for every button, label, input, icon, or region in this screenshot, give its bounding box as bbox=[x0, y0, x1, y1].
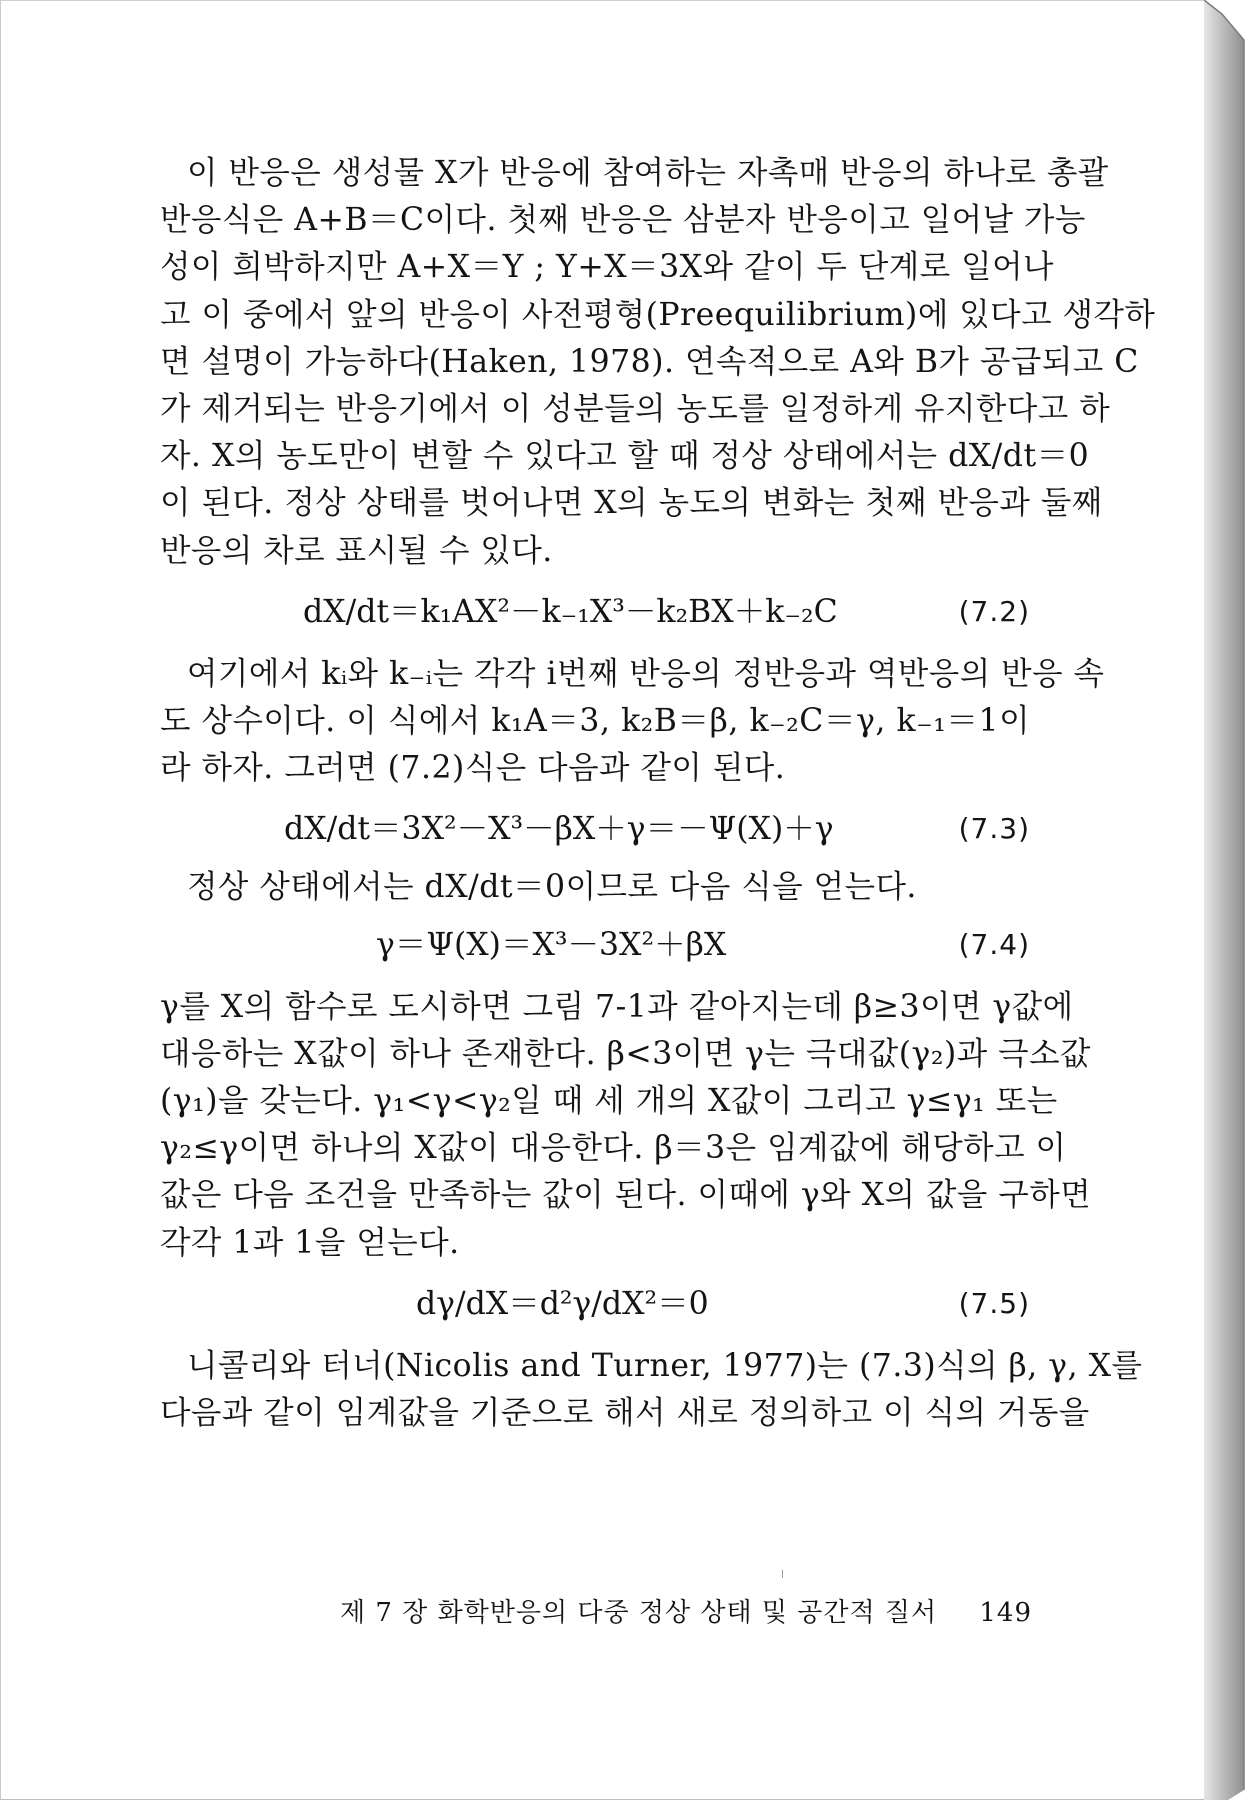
text-line: 값은 다음 조건을 만족하는 값이 된다. 이때에 γ와 X의 값을 구하면 bbox=[160, 1177, 1092, 1214]
equation-7-2 bbox=[160, 587, 1030, 637]
paragraph-5 bbox=[160, 1343, 1143, 1437]
page-edge-shadow bbox=[1204, 0, 1248, 1806]
text-line: 면 설명이 가능하다(Haken, 1978). 연속적으로 A와 B가 공급되고 C bbox=[160, 343, 1139, 380]
equation-7-5 bbox=[160, 1279, 1030, 1329]
page-footer bbox=[340, 1593, 1032, 1633]
text-line: 니콜리와 터너(Nicolis and Turner, 1977)는 (7.3)식의 β, γ, X를 bbox=[187, 1347, 1143, 1384]
equation-expression: dX/dt＝k₁AX²－k₋₁X³－k₂BX＋k₋₂C bbox=[303, 593, 838, 630]
equation-7-3 bbox=[160, 804, 1030, 854]
page-content bbox=[160, 150, 1156, 1437]
text-line: 다음과 같이 임계값을 기준으로 해서 새로 정의하고 이 식의 거동을 bbox=[160, 1395, 1090, 1432]
text-line: 이 된다. 정상 상태를 벗어나면 X의 농도의 변화는 첫째 반응과 둘째 bbox=[160, 485, 1103, 522]
equation-7-4 bbox=[160, 920, 1030, 970]
text-line: 도 상수이다. 이 식에서 k₁A＝3, k₂B＝β, k₋₂C＝γ, k₋₁＝1이 bbox=[160, 703, 1030, 740]
paragraph-1 bbox=[160, 150, 1156, 575]
paragraph-2 bbox=[160, 651, 1105, 793]
text-line: 이 반응은 생성물 X가 반응에 참여하는 자촉매 반응의 하나로 총괄 bbox=[187, 155, 1109, 191]
text-line: 가 제거되는 반응기에서 이 성분들의 농도를 일정하게 유지한다고 하 bbox=[160, 391, 1111, 428]
text-line: 각각 1과 1을 얻는다. bbox=[160, 1224, 460, 1261]
equation-number: (7.3) bbox=[958, 812, 1030, 846]
paragraph-4 bbox=[160, 984, 1092, 1267]
text-line: γ를 X의 함수로 도시하면 그림 7-1과 같아지는데 β≥3이면 γ값에 bbox=[160, 988, 1074, 1025]
text-line: 반응식은 A+B＝C이다. 첫째 반응은 삼분자 반응이고 일어날 가능 bbox=[160, 202, 1086, 239]
text-line: 정상 상태에서는 dX/dt＝0이므로 다음 식을 얻는다. bbox=[187, 869, 917, 906]
running-footer-chapter: 제 7 장 화학반응의 다중 정상 상태 및 공간적 질서 bbox=[340, 1598, 938, 1628]
page-number: 149 bbox=[979, 1598, 1032, 1628]
text-line: 고 이 중에서 앞의 반응이 사전평형(Preequilibrium)에 있다고 생각하 bbox=[160, 296, 1156, 333]
text-line: γ₂≤γ이면 하나의 X값이 대응한다. β＝3은 임계값에 해당하고 이 bbox=[160, 1130, 1067, 1167]
equation-expression: dγ/dX＝d²γ/dX²＝0 bbox=[416, 1285, 709, 1322]
equation-expression: dX/dt＝3X²－X³－βX＋γ＝－Ψ(X)＋γ bbox=[284, 811, 834, 848]
equation-number: (7.5) bbox=[958, 1286, 1030, 1320]
text-line: (γ₁)을 갖는다. γ₁<γ<γ₂일 때 세 개의 X값이 그리고 γ≤γ₁ 또는 bbox=[160, 1083, 1058, 1120]
paragraph-3 bbox=[160, 864, 1030, 911]
text-line: 성이 희박하지만 A+X＝Y ; Y+X＝3X와 같이 두 단계로 일어나 bbox=[160, 249, 1054, 286]
text-line: 여기에서 kᵢ와 k₋ᵢ는 각각 i번째 반응의 정반응과 역반응의 반응 속 bbox=[187, 655, 1105, 692]
equation-expression: γ＝Ψ(X)＝X³－3X²＋βX bbox=[376, 926, 727, 963]
scan-mark bbox=[782, 1570, 783, 1578]
text-line: 라 하자. 그러면 (7.2)식은 다음과 같이 된다. bbox=[160, 750, 786, 787]
equation-number: (7.2) bbox=[958, 594, 1030, 628]
equation-number: (7.4) bbox=[958, 927, 1030, 961]
text-line: 반응의 차로 표시될 수 있다. bbox=[160, 532, 553, 569]
text-line: 대응하는 X값이 하나 존재한다. β<3이면 γ는 극대값(γ₂)과 극소값 bbox=[160, 1035, 1091, 1072]
text-line: 자. X의 농도만이 변할 수 있다고 할 때 정상 상태에서는 dX/dt＝0 bbox=[160, 438, 1090, 475]
